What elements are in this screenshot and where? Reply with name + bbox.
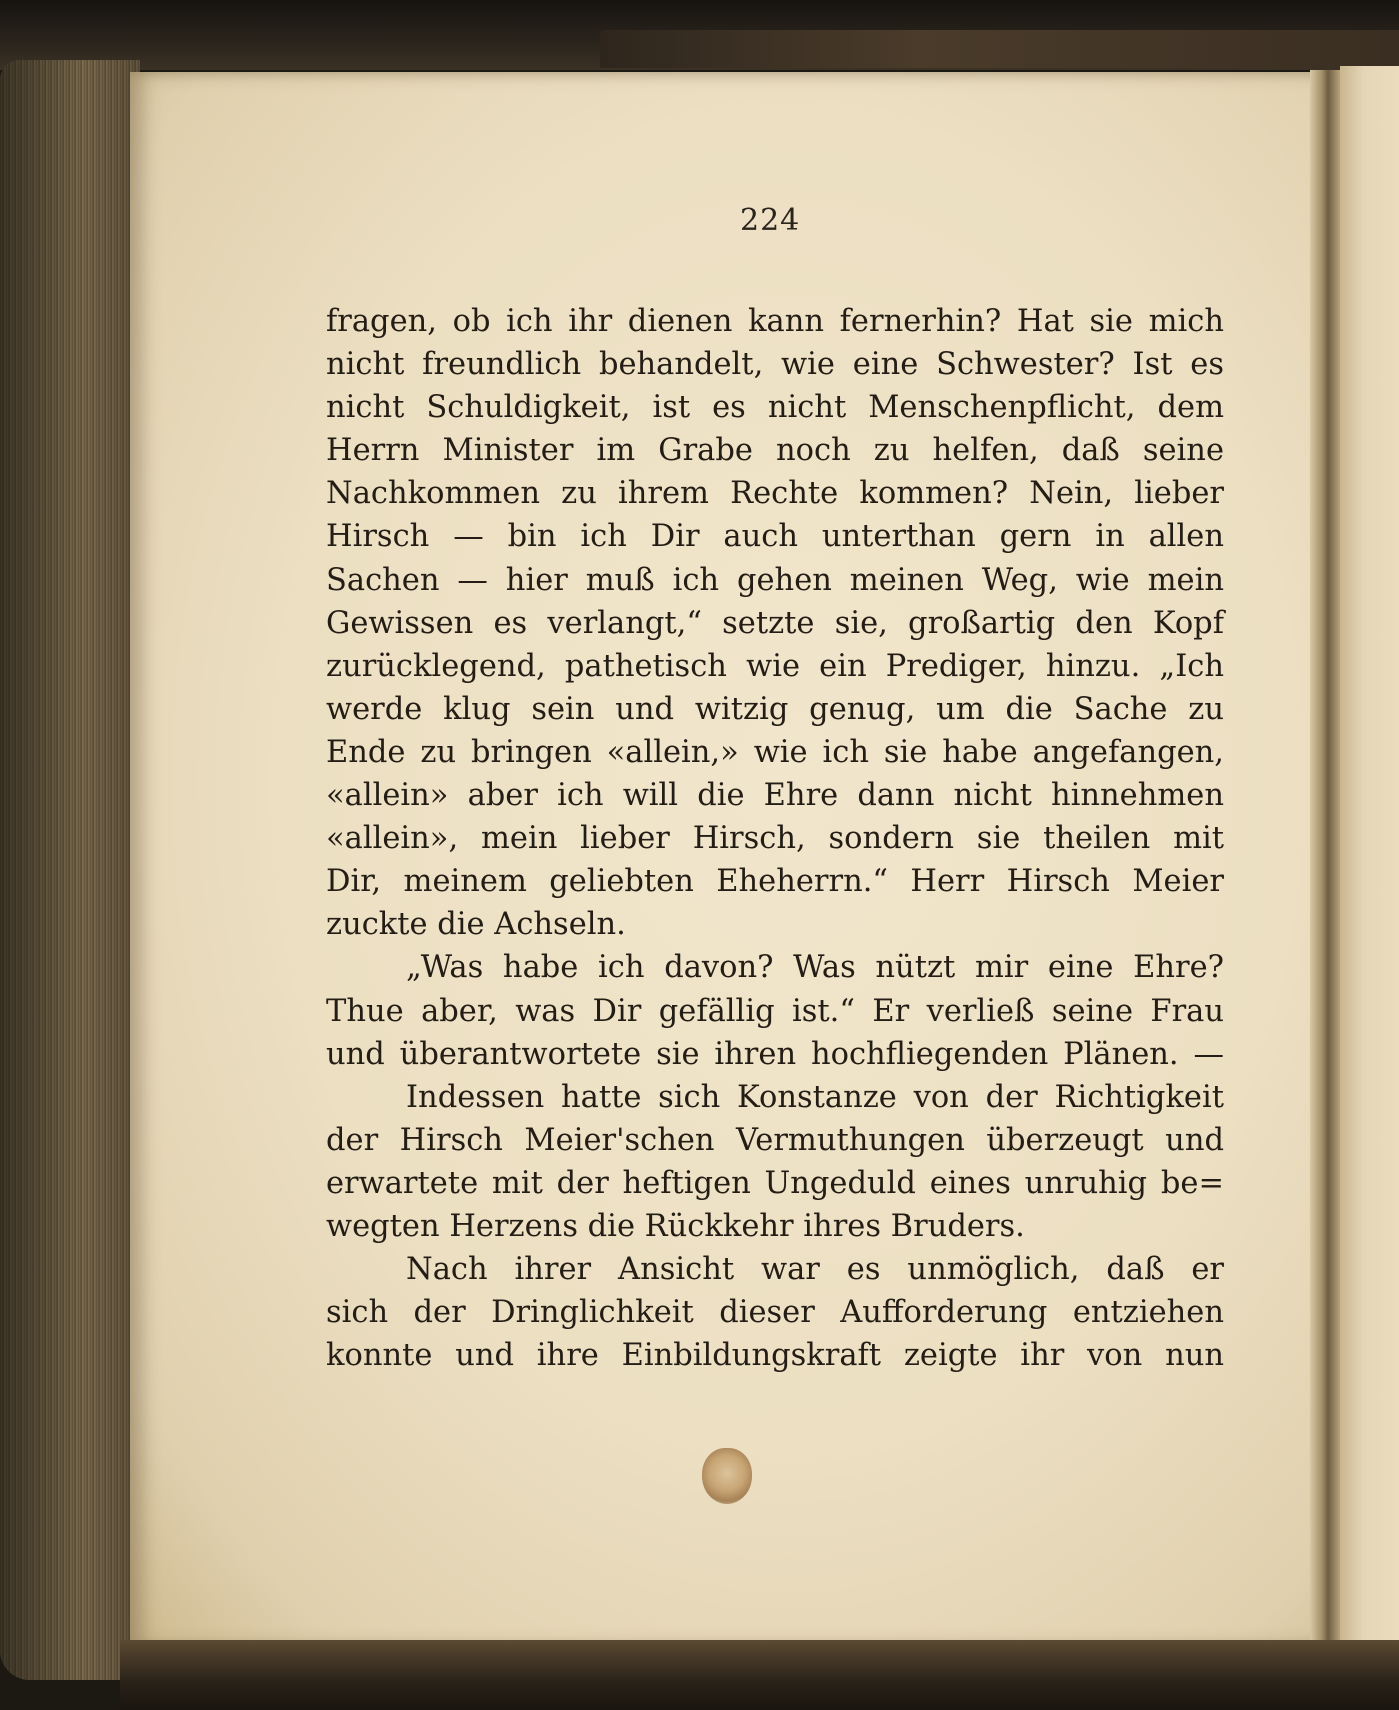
text-line: Thue aber, was Dir gefällig ist.“ Er verließ seine Frau xyxy=(326,993,1224,1029)
text-line: Gewissen es verlangt,“ setzte sie, großartig den Kopf xyxy=(326,605,1224,641)
text-line: konnte und ihre Einbildungskraft zeigte ihr von nun xyxy=(326,1338,1224,1374)
book-gutter xyxy=(1310,70,1340,1655)
text-line: Nach ihrer Ansicht war es unmöglich, daß er xyxy=(406,1252,1224,1288)
text-line: nicht freundlich behandelt, wie eine Schwester? Ist es xyxy=(326,347,1224,383)
cover-spine-strip xyxy=(600,30,1399,68)
text-line: «allein», mein lieber Hirsch, sondern sie theilen mit xyxy=(326,821,1224,857)
text-line: werde klug sein und witzig genug, um die Sache zu xyxy=(326,691,1224,727)
text-line: Nachkommen zu ihrem Rechte kommen? Nein, lieber xyxy=(326,476,1224,512)
text-line: Herrn Minister im Grabe noch zu helfen, daß seine xyxy=(326,433,1224,469)
text-line: erwartete mit der heftigen Ungeduld eines unruhig be= xyxy=(326,1165,1224,1201)
facing-page xyxy=(1340,66,1399,1666)
body-text xyxy=(326,300,1224,1377)
page-edges-shadow xyxy=(0,60,140,1680)
text-line: Hirsch — bin ich Dir auch unterthan gern in allen xyxy=(326,519,1224,555)
text-line: Dir, meinem geliebten Eheherrn.“ Herr Hirsch Meier xyxy=(326,864,1224,900)
text-line: wegten Herzens die Rückkehr ihres Bruders. xyxy=(326,1208,1025,1244)
text-line: «allein» aber ich will die Ehre dann nicht hinnehmen xyxy=(326,778,1224,814)
text-line: Sachen — hier muß ich gehen meinen Weg, wie mein xyxy=(326,562,1224,598)
text-line: Ende zu bringen «allein,» wie ich sie habe angefangen, xyxy=(326,734,1224,770)
paper-stain xyxy=(702,1448,752,1504)
text-line: nicht Schuldigkeit, ist es nicht Menschenpflicht, dem xyxy=(326,390,1224,426)
text-line: „Was habe ich davon? Was nützt mir eine Ehre? xyxy=(406,950,1224,986)
text-line: Indessen hatte sich Konstanze von der Richtigkeit xyxy=(406,1079,1224,1115)
text-line: und überantwortete sie ihren hochfliegenden Plänen. — xyxy=(326,1036,1224,1072)
page-number: 224 xyxy=(740,203,801,238)
text-line: zuckte die Achseln. xyxy=(326,907,626,943)
text-line: fragen, ob ich ihr dienen kann fernerhin? Hat sie mich xyxy=(326,304,1224,339)
text-line: zurücklegend, pathetisch wie ein Prediger, hinzu. „Ich xyxy=(326,648,1224,684)
bottom-shadow xyxy=(120,1640,1399,1710)
text-line: sich der Dringlichkeit dieser Aufforderung entziehen xyxy=(326,1295,1224,1331)
text-line: der Hirsch Meier'schen Vermuthungen überzeugt und xyxy=(326,1122,1224,1158)
